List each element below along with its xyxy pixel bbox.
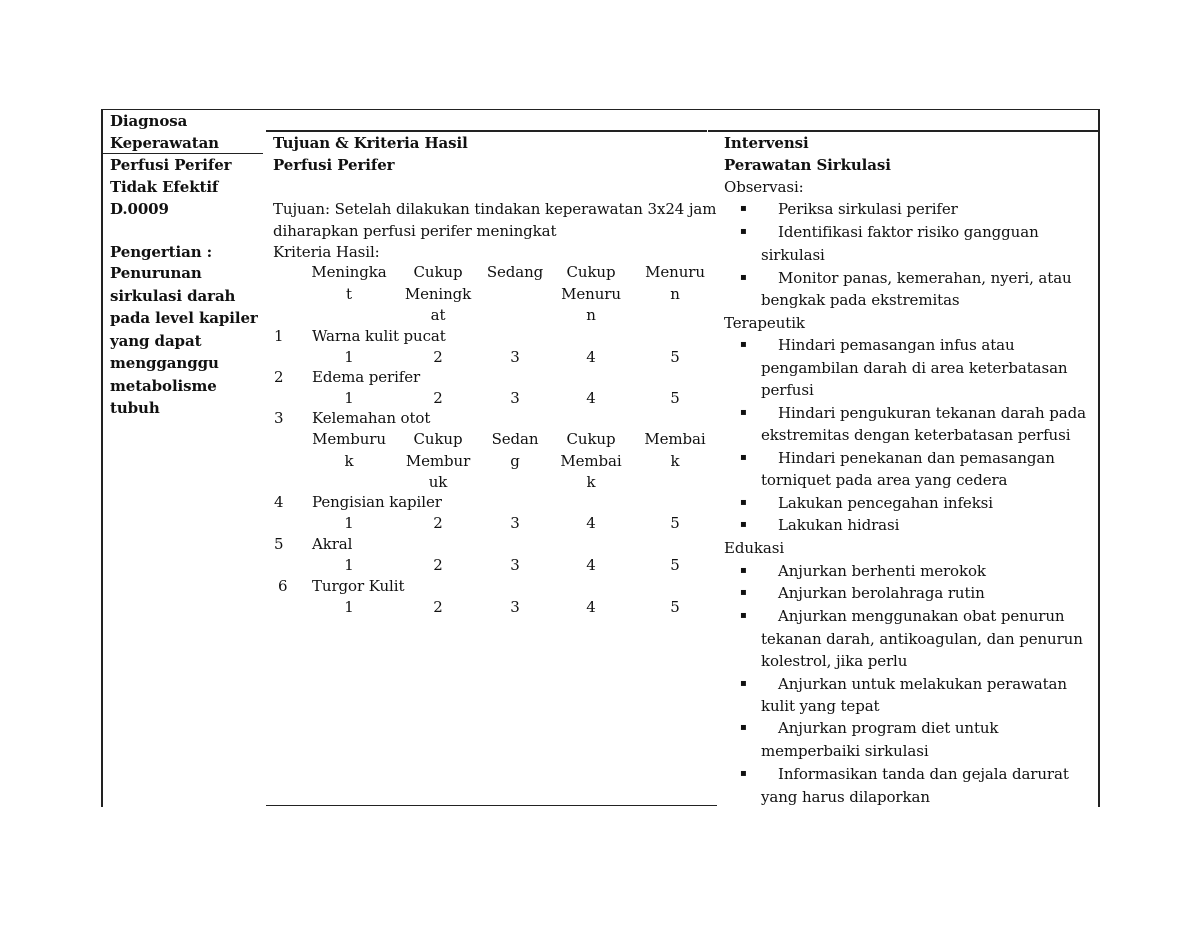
kriteria-value: 1 <box>344 389 354 407</box>
kriteria-label-1: Warna kulit pucat <box>312 327 446 345</box>
kriteria-number-1: 1 <box>274 327 284 345</box>
observasi-item-cont: sirkulasi <box>761 246 825 264</box>
kriteria-value: 3 <box>510 598 520 616</box>
kriteria-value: 4 <box>586 598 596 616</box>
kriteria-label-3: Kelemahan otot <box>312 409 431 427</box>
edukasi-item-cont: kolestrol, jika perlu <box>761 652 908 670</box>
scale-a-3: Sedang <box>486 263 544 281</box>
bullet-icon: ▪ <box>740 339 747 350</box>
kriteria-value: 4 <box>586 389 596 407</box>
observasi-item: Periksa sirkulasi perifer <box>778 200 958 218</box>
terapeutik-item: Hindari pemasangan infus atau <box>778 336 1015 354</box>
kriteria-value: 3 <box>510 514 520 532</box>
table-right-border <box>1098 109 1100 807</box>
kriteria-value: 3 <box>510 556 520 574</box>
terapeutik-item-cont: ekstremitas dengan keterbatasan perfusi <box>761 426 1071 444</box>
scale-a-5: Menuru n <box>645 263 705 303</box>
bullet-icon: ▪ <box>740 722 747 733</box>
scale-b-3: Sedan g <box>491 430 539 470</box>
edukasi-item: Anjurkan berolahraga rutin <box>778 584 985 602</box>
tujuan-subheader: Perfusi Perifer <box>273 156 395 174</box>
kriteria-value: 3 <box>510 348 520 366</box>
kriteria-value: 1 <box>344 514 354 532</box>
terapeutik-item-cont: pengambilan darah di area keterbatasan <box>761 359 1068 377</box>
kriteria-number-6: 6 <box>278 577 288 595</box>
terapeutik-item: Lakukan hidrasi <box>778 516 900 534</box>
kriteria-label-6: Turgor Kulit <box>312 577 405 595</box>
kriteria-label: Kriteria Hasil: <box>273 243 380 261</box>
kriteria-number-3: 3 <box>274 409 284 427</box>
kriteria-label-2: Edema perifer <box>312 368 421 386</box>
bullet-icon: ▪ <box>740 452 747 463</box>
kriteria-number-4: 4 <box>274 493 284 511</box>
edukasi-item-cont: kulit yang tepat <box>761 697 880 715</box>
pengertian-line-2: sirkulasi darah <box>110 287 236 305</box>
edukasi-item: Anjurkan untuk melakukan perawatan <box>778 675 1067 693</box>
kriteria-value: 1 <box>344 556 354 574</box>
scale-b-2: Cukup Membur uk <box>405 430 471 491</box>
column-bottom-rule <box>266 805 717 806</box>
scale-a-1: Meningka t <box>311 263 387 303</box>
kriteria-value: 5 <box>670 389 680 407</box>
kriteria-value: 1 <box>344 348 354 366</box>
bullet-icon: ▪ <box>740 678 747 689</box>
pengertian-line-4: yang dapat <box>110 332 202 350</box>
observasi-label: Observasi: <box>724 178 804 196</box>
edukasi-item: Anjurkan menggunakan obat penurun <box>778 607 1065 625</box>
bullet-icon: ▪ <box>740 272 747 283</box>
pengertian-label: Pengertian : <box>110 243 213 261</box>
bullet-icon: ▪ <box>740 565 747 576</box>
bullet-icon: ▪ <box>740 768 747 779</box>
tujuan-text-line-2: diharapkan perfusi perifer meningkat <box>273 222 557 240</box>
pengertian-line-5: mengganggu <box>110 354 219 372</box>
edukasi-item-cont: yang harus dilaporkan <box>761 788 930 806</box>
edukasi-item: Anjurkan berhenti merokok <box>778 562 986 580</box>
observasi-item: Identifikasi faktor risiko gangguan <box>778 223 1039 241</box>
scale-a-4: Cukup Menuru n <box>561 263 621 324</box>
edukasi-item: Informasikan tanda dan gejala darurat <box>778 765 1069 783</box>
table-top-border <box>101 109 1100 110</box>
kriteria-value: 3 <box>510 389 520 407</box>
scale-a-2: Cukup Meningk at <box>404 263 472 324</box>
intervensi-header: Intervensi <box>724 134 809 152</box>
kriteria-value: 4 <box>586 556 596 574</box>
edukasi-label: Edukasi <box>724 539 785 557</box>
terapeutik-item-cont: torniquet pada area yang cedera <box>761 471 1008 489</box>
pengertian-line-3: pada level kapiler <box>110 309 258 327</box>
terapeutik-item: Hindari pengukuran tekanan darah pada <box>778 404 1086 422</box>
diagnosa-header-line-2: Keperawatan <box>110 134 219 152</box>
edukasi-item-cont: tekanan darah, antikoagulan, dan penurun <box>761 630 1083 648</box>
kriteria-value: 4 <box>586 514 596 532</box>
terapeutik-item: Hindari penekanan dan pemasangan <box>778 449 1055 467</box>
bullet-icon: ▪ <box>740 587 747 598</box>
pengertian-line-7: tubuh <box>110 399 160 417</box>
pengertian-line-1: Penurunan <box>110 264 202 282</box>
kriteria-value: 2 <box>433 514 443 532</box>
edukasi-item: Anjurkan program diet untuk <box>778 719 999 737</box>
terapeutik-label: Terapeutik <box>724 314 805 332</box>
bullet-icon: ▪ <box>740 226 747 237</box>
bullet-icon: ▪ <box>740 407 747 418</box>
kriteria-value: 2 <box>433 348 443 366</box>
scale-b-4: Cukup Membai k <box>560 430 622 491</box>
kriteria-label-4: Pengisian kapiler <box>312 493 442 511</box>
kriteria-label-5: Akral <box>312 535 353 553</box>
kriteria-value: 2 <box>433 389 443 407</box>
table-left-border <box>101 109 103 807</box>
observasi-item: Monitor panas, kemerahan, nyeri, atau <box>778 269 1072 287</box>
kriteria-value: 5 <box>670 514 680 532</box>
scale-b-5: Membai k <box>644 430 706 470</box>
terapeutik-item: Lakukan pencegahan infeksi <box>778 494 993 512</box>
kriteria-value: 2 <box>433 598 443 616</box>
kriteria-value: 1 <box>344 598 354 616</box>
edukasi-item-cont: memperbaiki sirkulasi <box>761 742 929 760</box>
bullet-icon: ▪ <box>740 610 747 621</box>
kriteria-value: 4 <box>586 348 596 366</box>
tujuan-text-line-1: Tujuan: Setelah dilakukan tindakan keperawatan 3x24 jam <box>273 200 717 218</box>
diagnosa-name-line-1: Perfusi Perifer <box>110 156 232 174</box>
bullet-icon: ▪ <box>740 519 747 530</box>
diagnosa-header-line-1: Diagnosa <box>110 112 188 130</box>
diagnosa-code: D.0009 <box>110 200 169 218</box>
bullet-icon: ▪ <box>740 203 747 214</box>
bullet-icon: ▪ <box>740 497 747 508</box>
kriteria-number-5: 5 <box>274 535 284 553</box>
tujuan-header: Tujuan & Kriteria Hasil <box>273 134 468 152</box>
pengertian-line-6: metabolisme <box>110 377 217 395</box>
scale-b-1: Memburu k <box>312 430 386 470</box>
kriteria-value: 5 <box>670 556 680 574</box>
diagnosa-name-line-2: Tidak Efektif <box>110 178 219 196</box>
kriteria-number-2: 2 <box>274 368 284 386</box>
terapeutik-item-cont: perfusi <box>761 381 814 399</box>
observasi-item-cont: bengkak pada ekstremitas <box>761 291 960 309</box>
kriteria-value: 5 <box>670 348 680 366</box>
intervensi-subheader: Perawatan Sirkulasi <box>724 156 891 174</box>
kriteria-value: 2 <box>433 556 443 574</box>
kriteria-value: 5 <box>670 598 680 616</box>
